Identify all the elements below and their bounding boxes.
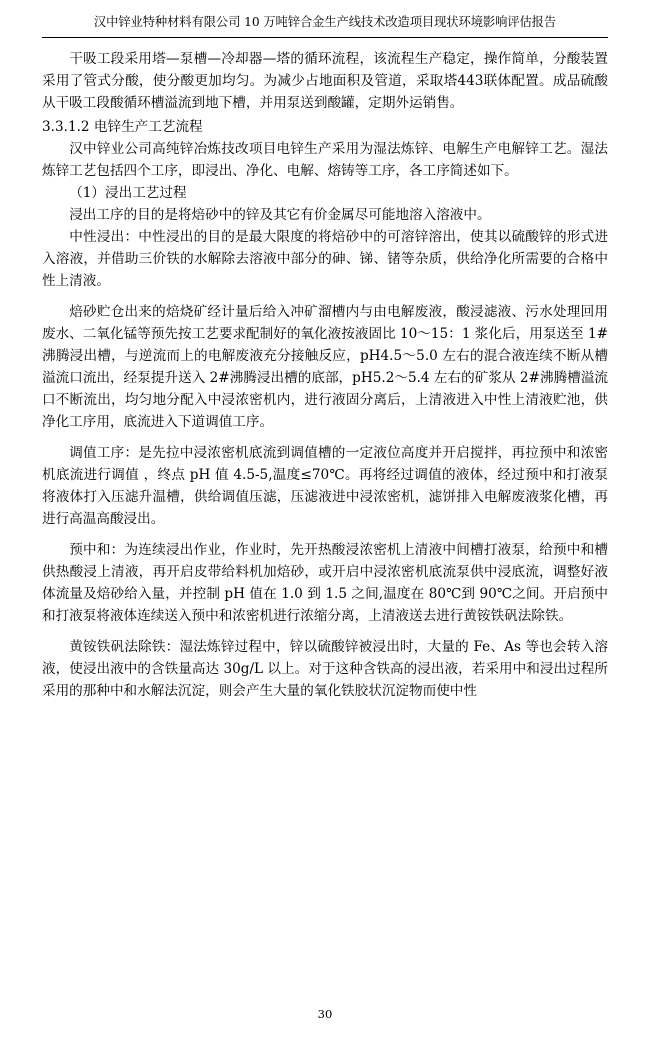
paragraph: 焙砂贮仓出来的焙烧矿经计量后给入冲矿溜槽内与由电解废液，酸浸滤液、污水处理回用废水、二氧化锰等预先按工艺要求配制好的氧化液按液固比 10～15：1 浆化后，用泵送至 1#沸腾浸出槽，与逆流而上的电解废液充分接触反应，pH4.5～5.0 左右的混合液连续不断从槽溢流口流出，经泵提升送入 2#沸腾浸出槽的底部，pH5.2～5.4 左右的矿浆从 2#沸腾槽溢流口不断流出，均匀地分配入中浸浓密机内，进行液固分离后，上清液进入中性上清液贮池，供净化工序用，底流进入下道调值工序。 <box>42 303 608 430</box>
document-body <box>42 48 608 702</box>
page-header: 汉中锌业特种材料有限公司 10 万吨锌合金生产线技术改造项目现状环境影响评估报告 <box>93 15 557 29</box>
paragraph: 汉中锌业公司高纯锌冶炼技改项目电锌生产采用为湿法炼锌、电解生产电解锌工艺。湿法炼锌工艺包括四个工序，即浸出、净化、电解、熔铸等工序，各工序简述如下。 <box>42 140 608 179</box>
paragraph: 中性浸出：中性浸出的目的是最大限度的将焙砂中的可溶锌溶出，使其以硫酸锌的形式进入溶液，并借助三价铁的水解除去溶液中部分的砷、锑、锗等杂质，供给净化所需要的合格中性上清液。 <box>42 228 608 289</box>
paragraph: 浸出工序的目的是将焙砂中的锌及其它有价金属尽可能地溶入溶液中。 <box>69 206 491 223</box>
paragraph: 黄铵铁矾法除铁：湿法炼锌过程中，锌以硫酸锌被浸出时，大量的 Fe、As 等也会转入溶液，使浸出液中的含铁量高达 30g/L 以上。对于这种含铁高的浸出液，若采用中和浸出过程所采用的那种中和水解法沉淀，则会产生大量的氧化铁胶状沉淀物而使中性 <box>42 638 608 700</box>
paragraph: 调值工序：是先拉中浸浓密机底流到调值槽的一定液位高度并开启搅拌，再拉预中和浓密机底流进行调值 ，终点 pH 值 4.5-5,温度≤70℃。再将经过调值的液体，经过预中和打液泵将液体打入压滤升温槽，供给调值压滤，压滤液进中浸浓密机，滤饼排入电解废液浆化槽，再进行高温高酸浸出。 <box>42 444 608 527</box>
paragraph: （1）浸出工艺过程 <box>69 184 187 201</box>
section-heading: 3.3.1.2 电锌生产工艺流程 <box>42 118 203 135</box>
paragraph: 预中和：为连续浸出作业，作业时，先开热酸浸浓密机上清液中间槽打液泵，给预中和槽供热酸浸上清液，再开启皮带给料机加焙砂，或开启中浸浓密机底流泵供中浸底流，调整好液体流量及焙砂给入量，并控制 pH 值在 1.0 到 1.5 之间,温度在 80℃到 90℃之间。开启预中和打液泵将液体连续送入预中和浓密机进行浓缩分离，上清液送去进行黄铵铁矾法除铁。 <box>42 541 608 624</box>
page-number: 30 <box>317 1007 333 1021</box>
header-divider <box>42 37 608 38</box>
paragraph: 干吸工段采用塔—泵槽—冷却器—塔的循环流程，该流程生产稳定，操作简单，分酸装置采用了管式分酸，使分酸更加均匀。为减少占地面积及管道，采取塔443联体配置。成品硫酸从干吸工段酸循环槽溢流到地下槽，并用泵送到酸罐，定期外运销售。 <box>42 50 608 111</box>
